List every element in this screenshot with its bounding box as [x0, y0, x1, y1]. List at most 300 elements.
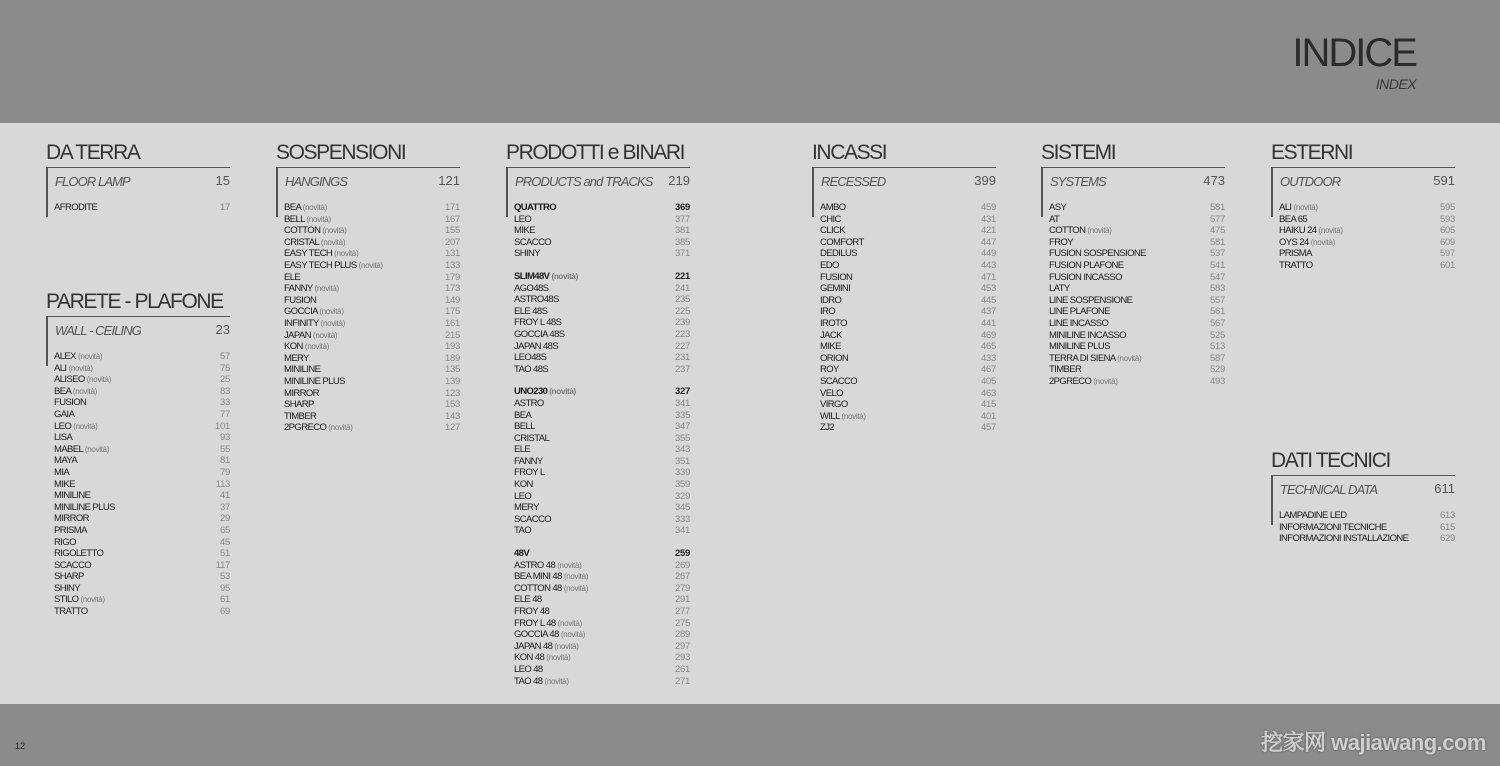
entry-page: 127: [445, 422, 460, 434]
entry-page: 237: [675, 363, 690, 375]
novelty-tag: (novità): [551, 271, 578, 281]
entry-name: BEA: [514, 409, 532, 421]
entry-name: FUSION: [284, 294, 317, 306]
index-entry[interactable]: [1279, 510, 1455, 522]
entry-name: IRO: [820, 306, 836, 318]
index-entry[interactable]: [514, 433, 690, 445]
index-entry[interactable]: [1049, 341, 1225, 353]
entry-page: 595: [1440, 202, 1455, 213]
entry-page: 567: [1210, 317, 1225, 329]
index-entry[interactable]: [1049, 330, 1225, 342]
entry-page: 139: [445, 375, 460, 387]
index-entry[interactable]: [284, 422, 460, 434]
index-entry[interactable]: [820, 202, 996, 214]
entry-page: 459: [981, 202, 996, 213]
section-parete-plafone: [46, 290, 230, 618]
section-rule: [812, 167, 814, 217]
index-entry[interactable]: [54, 548, 230, 560]
entry-page: 471: [981, 271, 996, 283]
section-subtitle: FLOOR LAMP: [55, 174, 130, 189]
index-entry[interactable]: [284, 318, 460, 330]
entry-page: 467: [981, 364, 996, 376]
entry-name: MINILINE PLUS: [284, 375, 345, 387]
index-entry[interactable]: [284, 411, 460, 423]
entry-name: JAPAN: [284, 329, 311, 341]
index-entry[interactable]: [54, 432, 230, 444]
entry-name: INFINITY: [284, 317, 319, 329]
entry-name: ASTRO48S: [514, 294, 559, 306]
index-entry[interactable]: [1049, 237, 1225, 249]
entry-name: TIMBER: [284, 410, 317, 422]
index-entry[interactable]: [54, 594, 230, 606]
entry-name: FUSION SOSPENSIONE: [1049, 248, 1146, 260]
entry-page: 355: [675, 432, 690, 444]
index-entry[interactable]: [514, 352, 690, 364]
entry-page: 613: [1440, 510, 1455, 521]
index-entry[interactable]: [514, 237, 690, 249]
index-group[interactable]: [514, 202, 690, 214]
index-entry[interactable]: [514, 467, 690, 479]
entry-name: MIRROR: [284, 387, 319, 399]
index-entry[interactable]: [820, 248, 996, 260]
index-entry[interactable]: [514, 341, 690, 353]
index-entry[interactable]: [820, 260, 996, 272]
entry-page: 583: [1210, 283, 1225, 295]
entry-page: 41: [220, 490, 230, 502]
entry-page: 225: [675, 305, 690, 317]
entry-name: SCACCO: [514, 513, 552, 525]
index-entry[interactable]: [1279, 533, 1455, 545]
entry-name: SCACCO: [514, 236, 552, 248]
entry-page: 577: [1210, 213, 1225, 225]
entry-name: COMFORT: [820, 236, 864, 248]
index-entry[interactable]: [284, 237, 460, 249]
index-entry[interactable]: [54, 363, 230, 375]
section-sospensioni: [276, 141, 460, 434]
novelty-tag: (novità): [77, 352, 103, 361]
entry-page: 171: [445, 202, 460, 213]
entry-name: 48V: [514, 548, 530, 560]
group-spacer: [514, 537, 690, 548]
index-entry[interactable]: [820, 341, 996, 353]
index-entry[interactable]: [54, 202, 230, 214]
index-entry[interactable]: [514, 329, 690, 341]
index-entry[interactable]: [514, 456, 690, 468]
index-entry[interactable]: [820, 411, 996, 423]
entry-page: 123: [445, 387, 460, 399]
entry-page: 453: [981, 283, 996, 295]
index-group[interactable]: [514, 271, 690, 283]
entry-page: 223: [675, 328, 690, 340]
section-page: 611: [1434, 481, 1455, 496]
index-entry[interactable]: [820, 237, 996, 249]
section-rule: [46, 316, 48, 366]
novelty-tag: (novità): [546, 653, 571, 663]
entry-name: RIGOLETTO: [54, 548, 104, 560]
index-entry[interactable]: [54, 455, 230, 467]
entry-page: 215: [445, 329, 460, 341]
entry-page: 179: [445, 271, 460, 283]
index-entry[interactable]: [284, 283, 460, 295]
entry-name: DEDILUS: [820, 248, 857, 260]
entry-page: 53: [220, 571, 230, 583]
index-entry[interactable]: [54, 351, 230, 363]
index-entry[interactable]: [820, 283, 996, 295]
index-entry[interactable]: [54, 421, 230, 433]
novelty-tag: (novità): [328, 423, 353, 433]
entry-name: ALI: [54, 362, 67, 374]
entry-page: 57: [220, 351, 230, 362]
index-entry[interactable]: [1279, 248, 1455, 260]
entry-page: 117: [215, 559, 230, 571]
index-entry[interactable]: [54, 513, 230, 525]
index-entry[interactable]: [1279, 237, 1455, 249]
index-entry[interactable]: [54, 467, 230, 479]
entry-name: ALISEO: [54, 374, 85, 386]
entry-name: VIRGO: [820, 399, 848, 411]
novelty-tag: (novità): [1087, 226, 1112, 236]
entry-name: GOCCIA: [284, 306, 318, 318]
entry-page: 335: [675, 409, 690, 421]
novelty-tag: (novità): [68, 363, 93, 373]
entry-list: [1271, 510, 1455, 545]
section-esterni: [1271, 141, 1455, 272]
entry-page: 55: [220, 443, 230, 455]
entry-page: 95: [220, 582, 230, 594]
entry-page: 193: [445, 341, 460, 353]
index-entry[interactable]: [514, 571, 690, 583]
index-entry[interactable]: [820, 388, 996, 400]
index-entry[interactable]: [284, 306, 460, 318]
index-entry[interactable]: [284, 202, 460, 214]
entry-list: [506, 202, 690, 687]
entry-name: ORION: [820, 352, 849, 364]
index-entry[interactable]: [1049, 306, 1225, 318]
index-entry[interactable]: [514, 514, 690, 526]
novelty-tag: (novità): [563, 572, 589, 582]
index-entry[interactable]: [820, 225, 996, 237]
entry-name: FROY 48: [514, 606, 550, 617]
index-entry[interactable]: [284, 364, 460, 376]
entry-name: MINILINE INCASSO: [1049, 329, 1126, 341]
entry-page: 113: [215, 478, 230, 490]
index-entry[interactable]: [1049, 272, 1225, 284]
section-subheader: [46, 167, 230, 195]
index-entry[interactable]: [1279, 260, 1455, 272]
entry-page: 615: [1440, 521, 1455, 533]
entry-page: 443: [981, 259, 996, 271]
entry-page: 269: [675, 559, 690, 571]
index-entry[interactable]: [820, 364, 996, 376]
index-entry[interactable]: [54, 560, 230, 572]
entry-name: BEA 65: [1279, 213, 1308, 225]
index-entry[interactable]: [514, 652, 690, 664]
section-title: ESTERNI: [1271, 141, 1353, 164]
entry-page: 51: [220, 548, 230, 560]
entry-page: 605: [1440, 225, 1455, 237]
novelty-tag: (novità): [320, 237, 346, 247]
entry-page: 155: [445, 225, 460, 237]
index-entry[interactable]: [1049, 376, 1225, 388]
novelty-tag: (novità): [302, 203, 328, 212]
index-entry[interactable]: [514, 664, 690, 676]
index-entry[interactable]: [514, 421, 690, 433]
novelty-tag: (novità): [306, 214, 331, 224]
entry-page: 441: [981, 317, 996, 329]
entry-page: 161: [445, 317, 460, 329]
index-entry[interactable]: [284, 399, 460, 411]
index-entry[interactable]: [1049, 214, 1225, 226]
index-entry[interactable]: [1049, 283, 1225, 295]
entry-name: SHARP: [284, 399, 314, 411]
index-entry[interactable]: [1279, 214, 1455, 226]
novelty-tag: (novità): [304, 342, 330, 352]
index-entry[interactable]: [54, 386, 230, 398]
index-entry[interactable]: [54, 525, 230, 537]
entry-page: 227: [675, 340, 690, 352]
index-entry[interactable]: [54, 537, 230, 549]
novelty-tag: (novità): [1117, 353, 1142, 363]
index-entry[interactable]: [1049, 225, 1225, 237]
entry-name: LATY: [1049, 283, 1070, 295]
novelty-tag: (novità): [557, 560, 582, 570]
index-entry[interactable]: [1279, 202, 1455, 214]
novelty-tag: (novità): [86, 375, 112, 385]
entry-name: EDO: [820, 259, 839, 271]
entry-page: 221: [675, 270, 690, 282]
novelty-tag: (novità): [544, 676, 569, 686]
index-entry[interactable]: [54, 374, 230, 386]
index-entry[interactable]: [284, 353, 460, 365]
entry-name: FUSION: [820, 271, 853, 283]
entry-name: EASY TECH: [284, 248, 333, 260]
section-subheader: [1271, 167, 1455, 195]
entry-name: AMBO: [820, 202, 846, 213]
entry-name: MIRROR: [54, 513, 89, 525]
index-entry[interactable]: [820, 272, 996, 284]
entry-name: AGO48S: [514, 282, 549, 294]
entry-name: KON: [284, 341, 303, 353]
index-entry[interactable]: [1049, 202, 1225, 214]
index-entry[interactable]: [1049, 353, 1225, 365]
index-entry[interactable]: [284, 330, 460, 342]
entry-page: 83: [220, 385, 230, 397]
index-entry[interactable]: [820, 422, 996, 434]
index-entry[interactable]: [820, 318, 996, 330]
index-entry[interactable]: [1049, 364, 1225, 376]
entry-page: 175: [445, 306, 460, 318]
entry-name: BELL: [514, 421, 535, 433]
entry-name: SHINY: [514, 248, 541, 260]
section-page: 23: [215, 322, 230, 337]
entry-page: 267: [675, 571, 690, 583]
entry-page: 61: [220, 594, 230, 606]
index-entry[interactable]: [514, 214, 690, 226]
novelty-tag: (novità): [319, 307, 344, 317]
page-number: 12: [15, 741, 26, 751]
entry-name: IDRO: [820, 294, 842, 306]
index-entry[interactable]: [1279, 225, 1455, 237]
index-entry[interactable]: [54, 409, 230, 421]
index-entry[interactable]: [284, 214, 460, 226]
section-title: DATI TECNICI: [1271, 449, 1390, 472]
novelty-tag: (novità): [322, 226, 347, 236]
entry-name: ELE 48S: [514, 305, 548, 317]
index-entry[interactable]: [820, 214, 996, 226]
entry-name: MABEL: [54, 443, 83, 455]
index-entry[interactable]: [514, 317, 690, 329]
index-group[interactable]: [514, 548, 690, 560]
index-entry[interactable]: [820, 295, 996, 307]
entry-name: HAIKU 24: [1279, 225, 1317, 237]
entry-name: CRISTAL: [514, 432, 550, 444]
index-entry[interactable]: [54, 397, 230, 409]
entry-list: [1041, 202, 1225, 388]
index-entry[interactable]: [1049, 248, 1225, 260]
entry-page: 341: [675, 397, 690, 409]
entry-name: SCACCO: [54, 559, 92, 571]
entry-page: 513: [1210, 341, 1225, 353]
entry-name: LEO: [514, 213, 532, 225]
index-entry[interactable]: [514, 283, 690, 295]
index-entry[interactable]: [514, 410, 690, 422]
index-entry[interactable]: [284, 225, 460, 237]
entry-page: 291: [675, 594, 690, 606]
entry-page: 133: [445, 259, 460, 271]
index-entry[interactable]: [514, 525, 690, 537]
section-rule: [506, 167, 508, 217]
entry-name: ROY: [820, 364, 839, 376]
entry-page: 381: [675, 225, 690, 237]
index-entry[interactable]: [514, 618, 690, 630]
index-entry[interactable]: [1049, 318, 1225, 330]
entry-page: 135: [445, 364, 460, 376]
novelty-tag: (novità): [73, 421, 98, 431]
entry-name: BEA: [54, 385, 71, 397]
entry-page: 297: [675, 640, 690, 652]
index-entry[interactable]: [820, 306, 996, 318]
index-entry[interactable]: [54, 479, 230, 491]
entry-name: WILL: [820, 410, 840, 422]
entry-name: FUSION INCASSO: [1049, 271, 1122, 283]
entry-page: 385: [675, 236, 690, 248]
entry-name: FANNY: [284, 283, 313, 295]
index-entry[interactable]: [284, 295, 460, 307]
novelty-tag: (novità): [1310, 237, 1335, 247]
entry-page: 65: [220, 524, 230, 536]
index-entry[interactable]: [820, 399, 996, 411]
index-entry[interactable]: [54, 583, 230, 595]
index-entry[interactable]: [284, 248, 460, 260]
section-rule: [276, 167, 278, 217]
entry-page: 587: [1210, 352, 1225, 364]
entry-name: ASTRO 48: [514, 559, 556, 571]
entry-page: 167: [445, 213, 460, 225]
index-group[interactable]: [514, 386, 690, 398]
entry-page: 33: [220, 397, 230, 409]
index-entry[interactable]: [284, 260, 460, 272]
index-entry[interactable]: [514, 560, 690, 572]
index-entry[interactable]: [284, 376, 460, 388]
entry-name: CRISTAL: [284, 236, 319, 248]
entry-page: 629: [1440, 533, 1455, 545]
index-entry[interactable]: [820, 330, 996, 342]
index-entry[interactable]: [514, 225, 690, 237]
group-spacer: [514, 375, 690, 386]
index-entry[interactable]: [514, 676, 690, 688]
index-entry[interactable]: [514, 606, 690, 618]
entry-page: 541: [1210, 259, 1225, 271]
index-entry[interactable]: [514, 491, 690, 503]
entry-page: 275: [675, 617, 690, 629]
section-sistemi: [1041, 141, 1225, 388]
entry-page: 343: [675, 444, 690, 456]
index-entry[interactable]: [514, 306, 690, 318]
index-entry[interactable]: [514, 641, 690, 653]
index-entry[interactable]: [514, 294, 690, 306]
index-entry[interactable]: [1279, 522, 1455, 534]
entry-name: SCACCO: [820, 375, 858, 387]
index-entry[interactable]: [514, 594, 690, 606]
index-entry[interactable]: [54, 490, 230, 502]
index-entry[interactable]: [820, 376, 996, 388]
entry-page: 529: [1210, 364, 1225, 376]
index-entry[interactable]: [514, 398, 690, 410]
entry-page: 525: [1210, 329, 1225, 341]
entry-name: BEA: [284, 202, 301, 213]
entry-name: TERRA DI SIENA: [1049, 352, 1116, 364]
entry-list: [812, 202, 996, 434]
index-entry[interactable]: [1049, 260, 1225, 272]
index-entry[interactable]: [514, 583, 690, 595]
index-entry[interactable]: [514, 444, 690, 456]
entry-name: MIKE: [54, 478, 75, 490]
entry-name: AFRODITE: [54, 202, 98, 213]
section-subheader: [1041, 167, 1225, 195]
index-entry[interactable]: [514, 502, 690, 514]
entry-page: 25: [220, 374, 230, 386]
entry-page: 329: [675, 490, 690, 502]
index-entry[interactable]: [54, 444, 230, 456]
index-entry[interactable]: [284, 388, 460, 400]
section-page: 473: [1203, 173, 1225, 188]
index-entry[interactable]: [54, 606, 230, 618]
index-entry[interactable]: [514, 629, 690, 641]
entry-page: 405: [981, 375, 996, 387]
entry-page: 77: [220, 408, 230, 420]
entry-name: LEO: [514, 490, 532, 502]
index-entry[interactable]: [514, 248, 690, 260]
entry-page: 437: [981, 306, 996, 318]
index-entry[interactable]: [820, 353, 996, 365]
entry-name: INFORMAZIONI TECNICHE: [1279, 521, 1387, 533]
section-page: 591: [1433, 173, 1455, 188]
entry-name: FROY: [1049, 236, 1073, 248]
index-entry[interactable]: [514, 479, 690, 491]
index-entry[interactable]: [284, 341, 460, 353]
index-entry[interactable]: [54, 502, 230, 514]
index-entry[interactable]: [514, 364, 690, 376]
novelty-tag: (novità): [549, 387, 576, 397]
entry-page: 69: [220, 606, 230, 618]
index-entry[interactable]: [54, 571, 230, 583]
entry-name: SHARP: [54, 571, 84, 583]
entry-page: 469: [981, 329, 996, 341]
index-entry[interactable]: [284, 272, 460, 284]
entry-name: OYS 24: [1279, 236, 1309, 248]
index-entry[interactable]: [1049, 295, 1225, 307]
entry-name: TIMBER: [1049, 364, 1082, 376]
